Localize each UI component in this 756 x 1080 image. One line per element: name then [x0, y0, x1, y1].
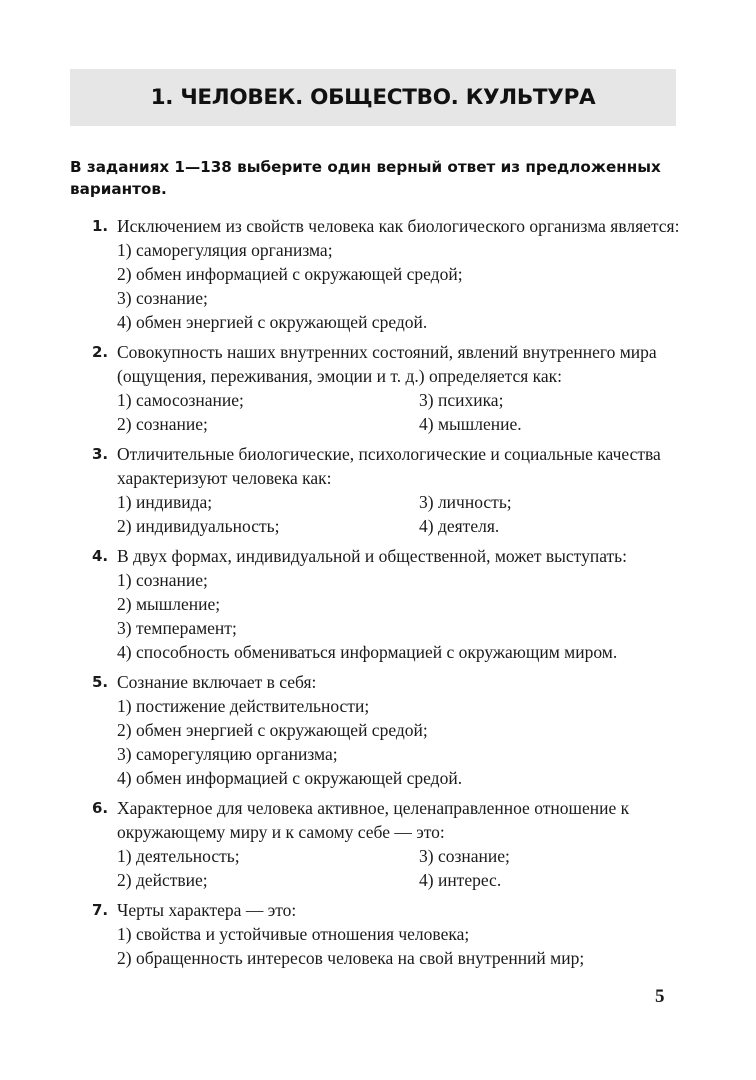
- question-5: [84, 670, 680, 790]
- question-1: [84, 214, 680, 334]
- answer-options-grid: [117, 490, 680, 538]
- question-4: [84, 544, 680, 664]
- answer-option: 3) сознание;: [419, 846, 510, 866]
- answer-option: 2) индивидуальность;: [117, 516, 280, 536]
- question-number: 6.: [92, 799, 109, 817]
- answer-option: 4) деятеля.: [419, 516, 500, 536]
- question-2: [84, 340, 680, 436]
- question-list: [84, 214, 680, 976]
- answer-option: 4) интерес.: [419, 870, 502, 890]
- question-7: [84, 898, 680, 970]
- answer-option: 3) сознание;: [117, 288, 208, 308]
- answer-option: 2) обмен информацией с окружающей средой;: [117, 264, 463, 284]
- question-number: 5.: [92, 673, 109, 691]
- question-text: Сознание включает в себя:: [117, 672, 317, 692]
- answer-option: 4) мышление.: [419, 414, 522, 434]
- chapter-title: 1. ЧЕЛОВЕК. ОБЩЕСТВО. КУЛЬТУРА: [150, 85, 596, 110]
- answer-option: 2) мышление;: [117, 594, 221, 614]
- question-text: Отличительные биологические, психологические и социальные качества характеризуют человека как:: [117, 444, 661, 488]
- answer-options-grid: [117, 388, 680, 436]
- answer-options-grid: [117, 844, 680, 892]
- answer-option: 2) обращенность интересов человека на свой внутренний мир;: [117, 948, 585, 968]
- answer-option: 4) способность обмениваться информацией с окружающим миром.: [117, 642, 618, 662]
- answer-option: 1) самосознание;: [117, 390, 244, 410]
- chapter-banner: [70, 69, 676, 126]
- answer-option: 2) обмен энергией с окружающей средой;: [117, 720, 428, 740]
- answer-option: 3) психика;: [419, 390, 504, 410]
- question-text: Характерное для человека активное, целенаправленное отношение к окружающему миру и к самому себе — это:: [117, 798, 630, 842]
- question-text: Исключением из свойств человека как биологического организма является:: [117, 216, 680, 236]
- question-number: 7.: [92, 901, 109, 919]
- answer-option: 1) индивида;: [117, 492, 213, 512]
- question-number: 3.: [92, 445, 109, 463]
- answer-option: 4) обмен информацией с окружающей средой.: [117, 768, 463, 788]
- question-text: В двух формах, индивидуальной и общественной, может выступать:: [117, 546, 628, 566]
- answer-option: 1) саморегуляция организма;: [117, 240, 333, 260]
- question-3: [84, 442, 680, 538]
- answer-option: 1) деятельность;: [117, 846, 240, 866]
- question-number: 4.: [92, 547, 109, 565]
- answer-option: 2) действие;: [117, 870, 208, 890]
- question-text: Черты характера — это:: [117, 900, 297, 920]
- question-text: Совокупность наших внутренних состояний, явлений внутреннего мира (ощущения, переживания, эмоции и т. д.) определяется как:: [117, 342, 657, 386]
- question-number: 2.: [92, 343, 109, 361]
- page-number: 5: [655, 986, 665, 1007]
- answer-option: 1) сознание;: [117, 570, 208, 590]
- answer-option: 3) темперамент;: [117, 618, 237, 638]
- answer-option: 3) саморегуляцию организма;: [117, 744, 338, 764]
- answer-option: 4) обмен энергией с окружающей средой.: [117, 312, 428, 332]
- answer-option: 2) сознание;: [117, 414, 208, 434]
- answer-option: 1) постижение действительности;: [117, 696, 370, 716]
- question-number: 1.: [92, 217, 109, 235]
- answer-option: 1) свойства и устойчивые отношения человека;: [117, 924, 470, 944]
- answer-option: 3) личность;: [419, 492, 512, 512]
- question-6: [84, 796, 680, 892]
- task-instruction: В заданиях 1—138 выберите один верный ответ из предложенных вариантов.: [70, 158, 661, 198]
